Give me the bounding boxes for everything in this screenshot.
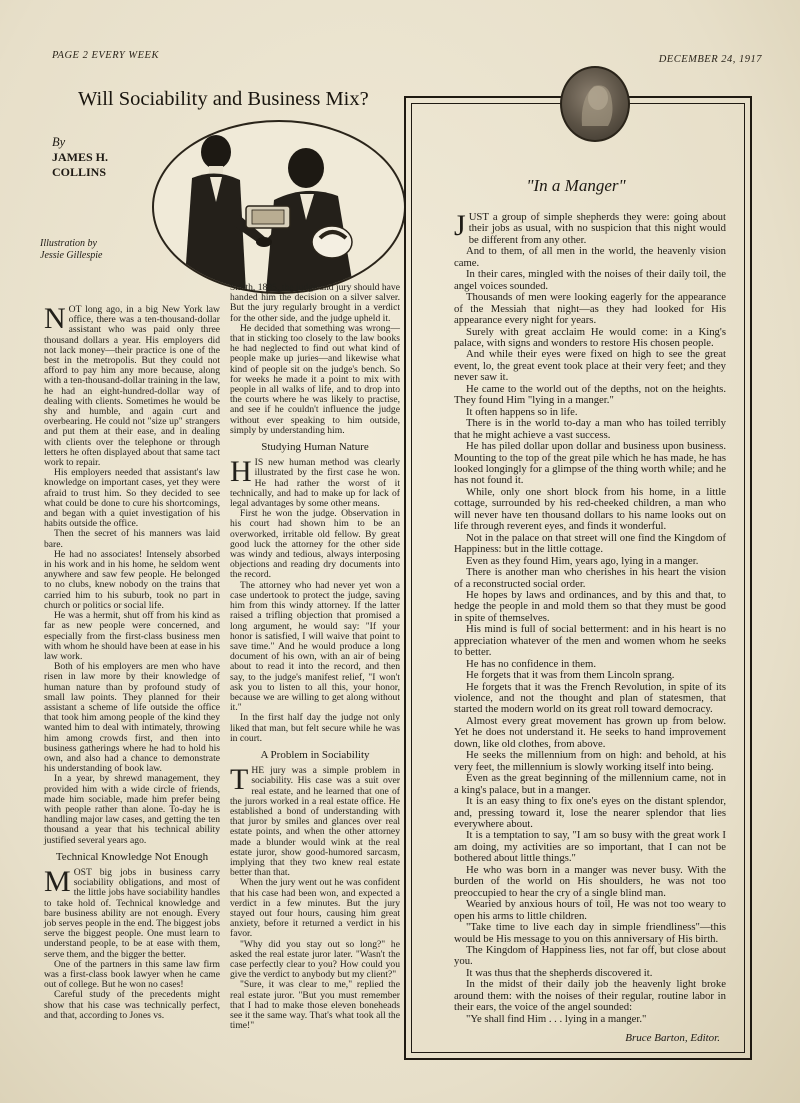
byline-prefix: By — [52, 135, 66, 149]
paragraph — [230, 980, 400, 1031]
paragraph-text: He seeks the millennium from on high: and behold, at his very feet, the millennium is slowly working itself into being. — [454, 749, 726, 773]
paragraph — [454, 418, 726, 441]
paragraph-text: His employers needed that assistant's law knowledge on important cases, yet they were afraid to trust him. So they decided to see what could be done to cure his shortcomings, and began with a quiet investigation of his habits outside the office. — [44, 467, 220, 530]
paragraph-text: UST a group of simple shepherds they were: going about their jobs as usual, with no suspicion that this night would be different from any other. — [468, 211, 726, 246]
paragraph — [44, 864, 220, 960]
paragraph — [454, 945, 726, 968]
section-heading: Studying Human Nature — [261, 441, 369, 454]
paragraph — [454, 246, 726, 269]
paragraph-text: There is in the world to-day a man who has toiled terribly that he might achieve a vast success. — [454, 417, 726, 441]
paragraph — [454, 349, 726, 383]
paragraph — [44, 302, 220, 469]
paragraph — [454, 750, 726, 773]
illustration-credit-line1: Illustration by — [40, 238, 97, 249]
paragraph-text: He came to the world out of the depths, not on the heights. They found Him "lying in a manger." — [454, 382, 726, 407]
paragraph — [454, 209, 726, 246]
paragraph — [230, 713, 400, 744]
paragraph-text: Almost every great movement has grown up from below. Yet he does not understand it. He seeks to hand improvement down, like old clothes, from above. — [454, 714, 726, 750]
paragraph-text: He had no associates! Intensely absorbed in his work and in his home, he seldom went anywhere and saw few people. He belonged to no clubs, knew nobody on the trains that carried him to his suburb, took no part in church or politics or social life. — [44, 548, 220, 611]
paragraph-text: OT long ago, in a big New York law office, there was a ten-thousand-dollar assistant who was paid only three thousand dollars a year. His employers did not lack money—their practice is one of the best in the metropolis. But they could not afford to pay him any more because, along with a ten-thousand-dollar training in the law, he had an eight-hundred-dollar way of dealing with clients. Sometimes he would be shy and humble, and again curt and overbearing. He could not "size up" strangers and put them at their ease, and in dealing with clients over the telephone or through letters he often displayed about that same tact work to repair. — [44, 304, 220, 469]
paragraph — [454, 830, 726, 864]
paragraph-text: It often happens so in life. — [466, 405, 578, 418]
paragraph — [454, 1014, 726, 1025]
paragraph — [230, 940, 400, 981]
editorial-title: "In a Manger" — [526, 176, 626, 195]
byline — [52, 135, 108, 180]
paragraph-text: Surely with great acclaim He would come: in a King's palace, with signs and wonders to restore His chosen people. — [454, 325, 726, 349]
paragraph-text: It was thus that the shepherds discovered it. — [466, 966, 653, 979]
paragraph-text: He has piled dollar upon dollar and business upon business. Mounting to the top of the great pile which he has made, he has looked longingly for a glimpse of the thing worth while; and he has not found it. — [454, 440, 726, 487]
article-column-2 — [230, 283, 400, 1031]
drop-cap: T — [230, 763, 249, 797]
paragraph — [44, 774, 220, 845]
editor-signature: Bruce Barton, Editor. — [625, 1032, 720, 1044]
paragraph-text: Careful study of the precedents might show that his case was technically perfect, and that, according to Jones vs. — [44, 989, 220, 1021]
paragraph-text: Even as they found Him, years ago, lying in a manger. — [466, 554, 699, 567]
paragraph-text: Smith, 1885, the judge and jury should have handed him the decision on a silver salver. But the jury regularly brought in a verdict for the other side, and the judge upheld it. — [230, 282, 400, 324]
paragraph — [230, 324, 400, 436]
paragraph — [44, 529, 220, 549]
illustration-credit — [40, 238, 102, 262]
paragraph — [454, 773, 726, 796]
paragraph-text: "Ye shall find Him . . . lying in a manger." — [466, 1012, 647, 1025]
paragraph-text: In the first half day the judge not only liked that man, but felt secure while he was in court. — [230, 712, 400, 744]
paragraph — [454, 682, 726, 716]
paragraph — [44, 611, 220, 662]
paragraph — [230, 509, 400, 580]
paragraph-text: When the jury went out he was confident that his case had been won, and expected a verdict in a few minutes. But the jury stayed out four hours, causing him great anxiety, before it returned a verdict in his favor. — [230, 877, 400, 940]
article-title: Will Sociability and Business Mix? — [78, 88, 369, 110]
paragraph-text: Thousands of men were looking eagerly for the appearance of the Messiah that night—as they had looked for His appearance every night for years. — [454, 291, 726, 327]
paragraph-text: Even as the great beginning of the millennium came, not in a king's palace, but in a manger. — [454, 772, 726, 796]
section-heading: Technical Knowledge Not Enough — [55, 850, 209, 863]
paragraph — [230, 878, 400, 939]
paragraph — [230, 763, 400, 879]
paragraph-text: He hopes by laws and ordinances, and by this and that, to hedge the people in and mold them so that they must be good in spite of themselves. — [454, 588, 726, 624]
paragraph-text: Then the secret of his manners was laid bare. — [44, 528, 220, 550]
paragraph-text: He forgets that it was from them Lincoln sprang. — [466, 669, 675, 682]
author-name-line1: JAMES H. — [52, 150, 109, 164]
paragraph-text: "Take time to live each day in simple friendliness"—this would be His message to you on this anniversary of His birth. — [454, 921, 726, 945]
section-heading: A Problem in Sociability — [260, 748, 370, 761]
paragraph — [230, 283, 400, 324]
paragraph — [44, 550, 220, 611]
article-column-1 — [44, 302, 220, 1021]
illustration-credit-line2: Jessie Gillespie — [40, 250, 103, 261]
paragraph — [454, 487, 726, 533]
paragraph — [44, 662, 220, 774]
paragraph — [454, 384, 726, 407]
paragraph — [230, 455, 400, 510]
paragraph-text: "Sure, it was clear to me," replied the real estate juror. "But you must remember that I had to make those eleven boneheads see it the same way. That's what took all the time!" — [230, 979, 400, 1032]
running-head-left: PAGE 2 EVERY WEEK — [52, 50, 159, 61]
paragraph-text: It is a temptation to say, "I am so busy with the great work I am doing, my activities are so important, that I can not be bothered about little things." — [454, 829, 726, 865]
paragraph-text: The attorney who had never yet won a case undertook to protect the judge, saving him from this windy attorney. If the latter raised a trifling objection that promised a long argument, he would say: "If your honor is satisfied, I will waive that point to save time." And he would produce a long document of his own, with an air of being about to read it into the record, and then say, to the judge's manifest relief, "I won't ask you to listen to all this, your honor, because we are willing to get along without it." — [230, 579, 400, 714]
paragraph-text: In a year, by shrewd management, they provided him with a wide circle of friends, made him sociable, made him prefer being with people rather than alone. To-day he is handling major law cases, and getting the ten thousand a year that his technical ability justified several years ago. — [44, 773, 220, 846]
paragraph-text: In the midst of their daily job the heavenly light broke around them: with the noises of their regular, routine labor in their ears, the voice of the angel sounded: — [454, 978, 726, 1014]
paragraph-text: He has no confidence in them. — [466, 657, 596, 670]
paragraph-text: There is another man who cherishes in his heart the vision of a reconstructed social order. — [454, 566, 726, 590]
portrait-medallion — [560, 66, 630, 142]
running-head-date: DECEMBER 24, 1917 — [658, 54, 762, 65]
author-name-line2: COLLINS — [52, 165, 107, 179]
paragraph-text: First he won the judge. Observation in his court had shown him to be an overworked, irritable old fellow. By great good luck the attorney for the other side was windy and tedious, always interposing objections and reading dry documents into the record. — [230, 508, 400, 581]
paragraph-text: He who was born in a manger was never busy. With the burden of the world on His shoulders, he was not too preoccupied to hear the cry of a single blind man. — [454, 863, 726, 899]
paragraph-text: IS new human method was clearly illustrated by the first case he won. He had rather the worst of it technically, and had to make up for lack of legal advantages by some other means. — [230, 457, 400, 510]
paragraph-text: And to them, of all men in the world, the heavenly vision came. — [454, 245, 726, 269]
handshake-illustration — [152, 120, 406, 294]
paragraph-text: Not in the palace on that street will one find the Kingdom of Happiness: but in the little cottage. — [454, 531, 726, 556]
paragraph-text: "Why did you stay out so long?" he asked the real estate juror later. "Wasn't the case perfectly clear to you? How could you give the verdict to anybody but my client?" — [230, 938, 400, 981]
paragraph — [230, 581, 400, 714]
paragraph-text: He forgets that it was the French Revolution, in spite of its violence, and not the thought and plan of statesmen, that started the modern world on its great roll toward democracy. — [454, 680, 726, 716]
paragraph-text: HE jury was a simple problem in sociability. His case was a suit over real estate, and he learned that one of the jurors worked in a real estate office. He established a bond of understanding with that juror by smiles and glances over real estate points, and when the other attorney made a blunder would wink at the real estate juror, show good-humored sarcasm, implying that they two knew real estate better than that. — [230, 765, 400, 879]
drop-cap: J — [454, 209, 466, 242]
paragraph — [454, 441, 726, 487]
paragraph — [454, 979, 726, 1013]
paragraph-text: Wearied by anxious hours of toil, He was not too weary to open his arms to little children. — [454, 898, 726, 922]
paragraph-text: He was a hermit, shut off from his kind as far as new people were concerned, and especially from the first-class business men with whom he should have been at ease in his law work. — [44, 610, 220, 662]
paragraph — [44, 468, 220, 529]
paragraph-text: While, only one short block from his home, in a little cottage, surrounded by his red-cheeked children, a man who will never have ten thousand dollars to his name looks out on life through reverent eyes, and finds it wonderful. — [454, 485, 726, 533]
paragraph — [454, 269, 726, 292]
drop-cap: N — [44, 302, 66, 335]
paragraph — [454, 624, 726, 658]
paragraph — [454, 716, 726, 750]
paragraph — [454, 796, 726, 830]
paragraph — [454, 865, 726, 899]
paragraph — [454, 327, 726, 350]
paragraph — [454, 292, 726, 326]
paragraph — [454, 533, 726, 556]
paragraph-text: One of the partners in this same law firm was a first-class book lawyer when he came out of college. But he won no cases! — [44, 958, 220, 991]
paragraph — [454, 899, 726, 922]
paragraph-text: His mind is full of social betterment: and in his heart is no appreciation whatever of the men and women whom he seeks to better. — [454, 623, 726, 659]
paragraph — [44, 990, 220, 1021]
paragraph — [44, 960, 220, 991]
paragraph — [454, 590, 726, 624]
editorial-body — [454, 209, 726, 1025]
paragraph-text: The Kingdom of Happiness lies, not far off, but close about you. — [454, 944, 726, 968]
paragraph-text: OST big jobs in business carry sociability obligations, and most of the little jobs have sociability handles to take hold of. Technical knowledge and bare business ability are not enough. Every job serves people in the end. The biggest jobs serve the biggest people. One must learn to understand people, to be at ease with them, serve them, and the bigger the better. — [44, 866, 220, 960]
paragraph-text: It is an easy thing to fix one's eyes on the distant splendor, and, pressing toward it, lose the nearer splendor that lies everywhere about. — [454, 795, 726, 831]
paragraph — [454, 567, 726, 590]
paragraph-text: He decided that something was wrong—that in sticking too closely to the law books he had neglected to find out what kind of people make up juries—and likewise what kind of people sit on the judge's bench. So for weeks he made it a point to mix with people in all walks of life, and to drop into the courts where he was likely to practise, and see if he couldn't influence the judge without ever speaking to him outside, simply by understanding him. — [230, 322, 400, 436]
drop-cap: M — [44, 864, 71, 898]
paragraph-text: In their cares, mingled with the noises of their daily toil, the angel voices sounded. — [454, 268, 726, 292]
paragraph — [454, 922, 726, 945]
drop-cap: H — [230, 455, 252, 489]
paragraph-text: Both of his employers are men who have risen in law more by their knowledge of human nature than by profound study of small law points. They planned for their assistant a scheme of life outside the office that took him among people of the kind they wanted him to deal with intimately, throwing him among crowds first, and then into business gatherings where he had to hold his own, and also had a chance to demonstrate his understanding of book law. — [44, 661, 220, 775]
paragraph-text: And while their eyes were fixed on high to see the great event, lo, the great event took place at their very feet; and they never saw it. — [454, 348, 726, 384]
